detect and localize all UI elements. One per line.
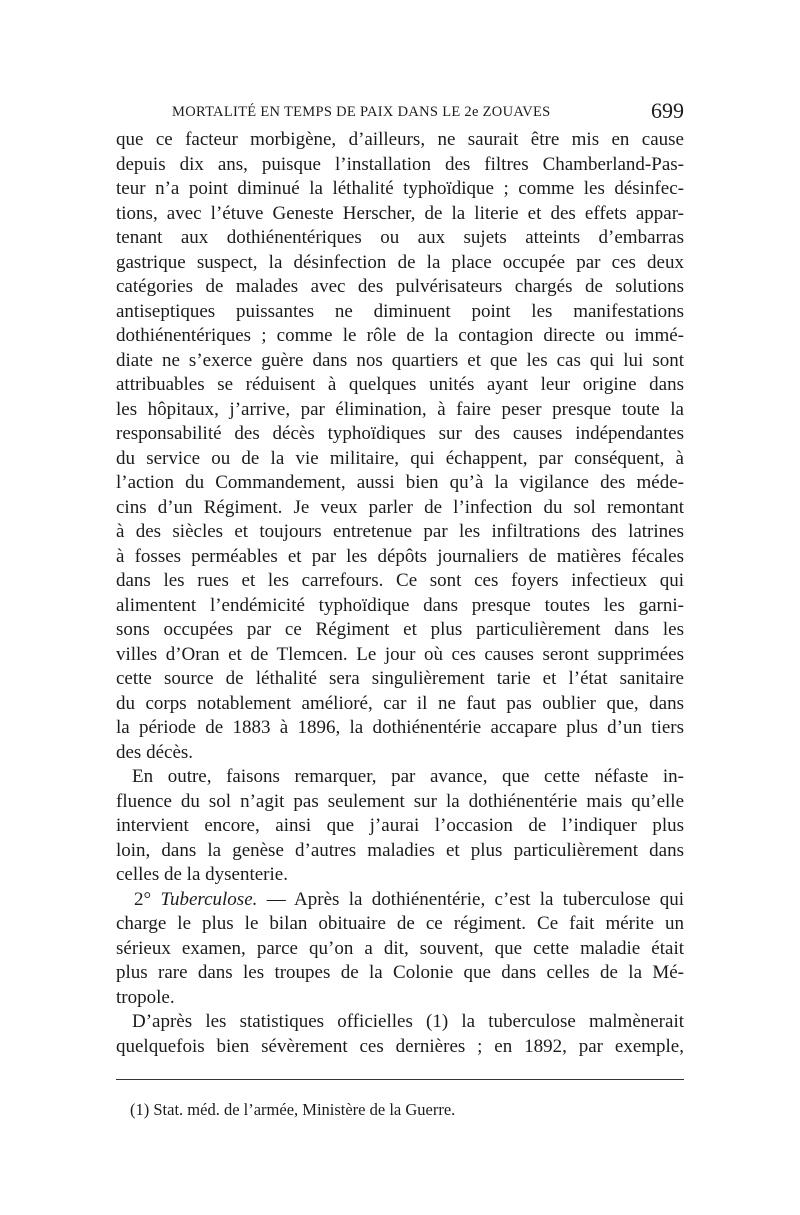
section-heading-line [116,888,684,913]
text-line: teur n’a point diminué la léthalité typhoïdique ; comme les désinfec- [116,178,684,199]
text-line: loin, dans la genèse d’autres maladies et plus particulièrement dans [116,839,684,861]
paragraph-1 [116,128,684,765]
text-line: des décès. [116,741,194,763]
text-line: alimentent l’endémicité typhoïdique dans presque toutes les garni- [116,594,684,616]
text-line: plus rare dans les troupes de la Colonie que dans celles de la Mé- [116,962,684,983]
paragraph-4 [116,1010,684,1059]
text-line: quelquefois bien sévèrement ces dernières ; en 1892, par exemple, [116,1035,684,1057]
text-line: catégories de malades avec des pulvérisateurs chargés de solutions [116,276,684,297]
text-line: attribuables se réduisent à quelques unités ayant leur origine dans [116,374,684,395]
text-line: diate ne s’exerce guère dans nos quartiers et que les cas qui lui sont [116,349,684,371]
text-line: l’action du Commandement, aussi bien qu’à la vigilance des méde- [116,472,684,493]
text-line: D’après les statistiques officielles (1) la tuberculose malmènerait [132,1011,684,1032]
text-line: tenant aux dothiénentériques ou aux sujets atteints d’embarras [116,227,684,248]
text-line: villes d’Oran et de Tlemcen. Le jour où ces causes seront supprimées [116,643,684,665]
heading-line-text: — Après la dothiénentérie, c’est la tuberculose qui [257,888,684,910]
text-line: En outre, faisons remarquer, par avance, que cette néfaste in- [132,766,684,787]
running-head: MORTALITÉ EN TEMPS DE PAIX DANS LE 2e ZOUAVES [172,104,551,120]
text-line: dothiénentériques ; comme le rôle de la contagion directe ou immé- [116,325,684,346]
text-line: intervient encore, ainsi que j’aurai l’occasion de l’indiquer plus [116,815,684,836]
text-line: tropole. [116,986,175,1008]
text-line: tions, avec l’étuve Geneste Herscher, de la literie et des effets appar- [116,202,684,224]
text-line: celles de la dysenterie. [116,864,288,885]
section-number: 2° [134,888,152,910]
text-line: dans les rues et les carrefours. Ce sont ces foyers infectieux qui [116,570,684,591]
page-header [172,96,684,126]
text-line: du service ou de la vie militaire, qui échappent, par conséquent, à [116,447,684,469]
text-line: fluence du sol n’agit pas seulement sur la dothiénentérie mais qu’elle [116,790,684,812]
text-line: la période de 1883 à 1896, la dothiénentérie accapare plus d’un tiers [116,717,684,738]
section-heading: Tuberculose. [160,888,258,910]
text-line: sons occupées par ce Régiment et plus particulièrement dans les [116,619,684,640]
paragraph-3 [116,888,684,1011]
text-line: responsabilité des décès typhoïdiques sur des causes indépendantes [116,423,684,444]
footnote: (1) Stat. méd. de l’armée, Ministère de la Guerre. [130,1100,456,1119]
text-line: du corps notablement amélioré, car il ne faut pas oublier que, dans [116,692,684,714]
text-line: à des siècles et toujours entretenue par les infiltrations des latrines [116,521,684,542]
text-line: à fosses perméables et par les dépôts journaliers de matières fécales [116,545,684,567]
text-line: que ce facteur morbigène, d’ailleurs, ne saurait être mis en cause [116,129,684,150]
footnote-rule [116,1079,684,1080]
text-line: les hôpitaux, j’arrive, par élimination, à faire peser presque toute la [116,398,684,420]
paragraph-2 [116,765,684,888]
text-line: sérieux examen, parce qu’on a dit, souvent, que cette maladie était [116,937,684,959]
page-number: 699 [651,98,684,123]
text-line: cette source de léthalité sera singulièrement tarie et l’état sanitaire [116,668,684,689]
text-line: antiseptiques puissantes ne diminuent point les manifestations [116,300,684,322]
body-text [116,128,684,1059]
text-line: cins d’un Régiment. Je veux parler de l’infection du sol remontant [116,496,684,518]
text-line: depuis dix ans, puisque l’installation des filtres Chamberland-Pas- [116,153,684,175]
text-line: charge le plus le bilan obituaire de ce régiment. Ce fait mérite un [116,913,684,934]
text-line: gastrique suspect, la désinfection de la place occupée par ces deux [116,251,684,273]
